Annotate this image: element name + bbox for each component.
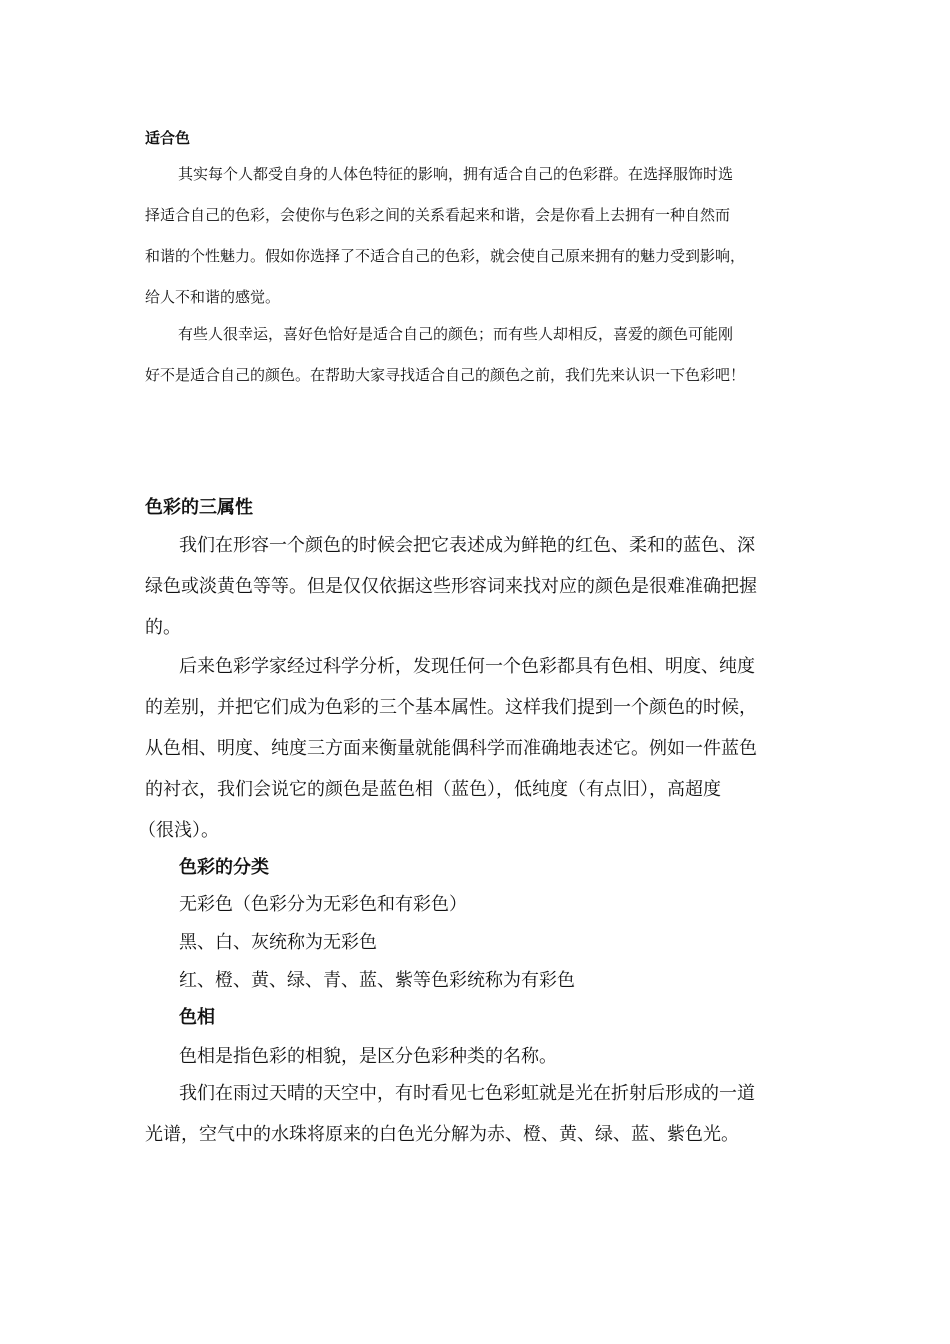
paragraph-line: 的。 xyxy=(145,617,181,638)
paragraph-line: 有些人很幸运，喜好色恰好是适合自己的颜色；而有些人却相反，喜爱的颜色可能刚 xyxy=(178,325,734,343)
paragraph-line: 的衬衣，我们会说它的颜色是蓝色相（蓝色），低纯度（有点旧），高超度 xyxy=(145,779,721,800)
paragraph-line: 绿色或淡黄色等等。但是仅仅依据这些形容词来找对应的颜色是很难准确把握 xyxy=(145,576,757,597)
paragraph-line: 择适合自己的色彩，会使你与色彩之间的关系看起来和谐，会是你看上去拥有一种自然而 xyxy=(145,206,731,224)
paragraph-line: 光谱，空气中的水珠将原来的白色光分解为赤、橙、黄、绿、蓝、紫色光。 xyxy=(145,1124,739,1145)
subheading-hue: 色相 xyxy=(179,1007,215,1028)
section-title: 适合色 xyxy=(145,129,191,147)
section-title: 色彩的三属性 xyxy=(145,497,253,518)
paragraph-line: 好不是适合自己的颜色。在帮助大家寻找适合自己的颜色之前，我们先来认识一下色彩吧！ xyxy=(145,366,746,384)
paragraph-line: 和谐的个性魅力。假如你选择了不适合自己的色彩，就会使自己原来拥有的魅力受到影响， xyxy=(145,247,746,265)
paragraph-line: 红、橙、黄、绿、青、蓝、紫等色彩统称为有彩色 xyxy=(179,970,575,991)
paragraph-line: 从色相、明度、纯度三方面来衡量就能偶科学而准确地表述它。例如一件蓝色 xyxy=(145,738,757,759)
paragraph-line: 无彩色（色彩分为无彩色和有彩色） xyxy=(179,894,467,915)
paragraph-line: 的差别，并把它们成为色彩的三个基本属性。这样我们提到一个颜色的时候， xyxy=(145,697,757,718)
paragraph-line: 我们在形容一个颜色的时候会把它表述成为鲜艳的红色、柔和的蓝色、深 xyxy=(179,535,755,556)
paragraph-line: 我们在雨过天晴的天空中，有时看见七色彩虹就是光在折射后形成的一道 xyxy=(179,1083,755,1104)
paragraph-line: 给人不和谐的感觉。 xyxy=(145,288,281,306)
paragraph-line: 其实每个人都受自身的人体色特征的影响，拥有适合自己的色彩群。在选择服饰时选 xyxy=(178,165,734,183)
paragraph-line: 黑、白、灰统称为无彩色 xyxy=(179,932,377,953)
paragraph-line: （很浅）。 xyxy=(138,820,219,841)
paragraph-line: 色相是指色彩的相貌，是区分色彩种类的名称。 xyxy=(179,1046,557,1067)
paragraph-line: 后来色彩学家经过科学分析，发现任何一个色彩都具有色相、明度、纯度 xyxy=(179,656,755,677)
subheading-classification: 色彩的分类 xyxy=(179,857,269,878)
